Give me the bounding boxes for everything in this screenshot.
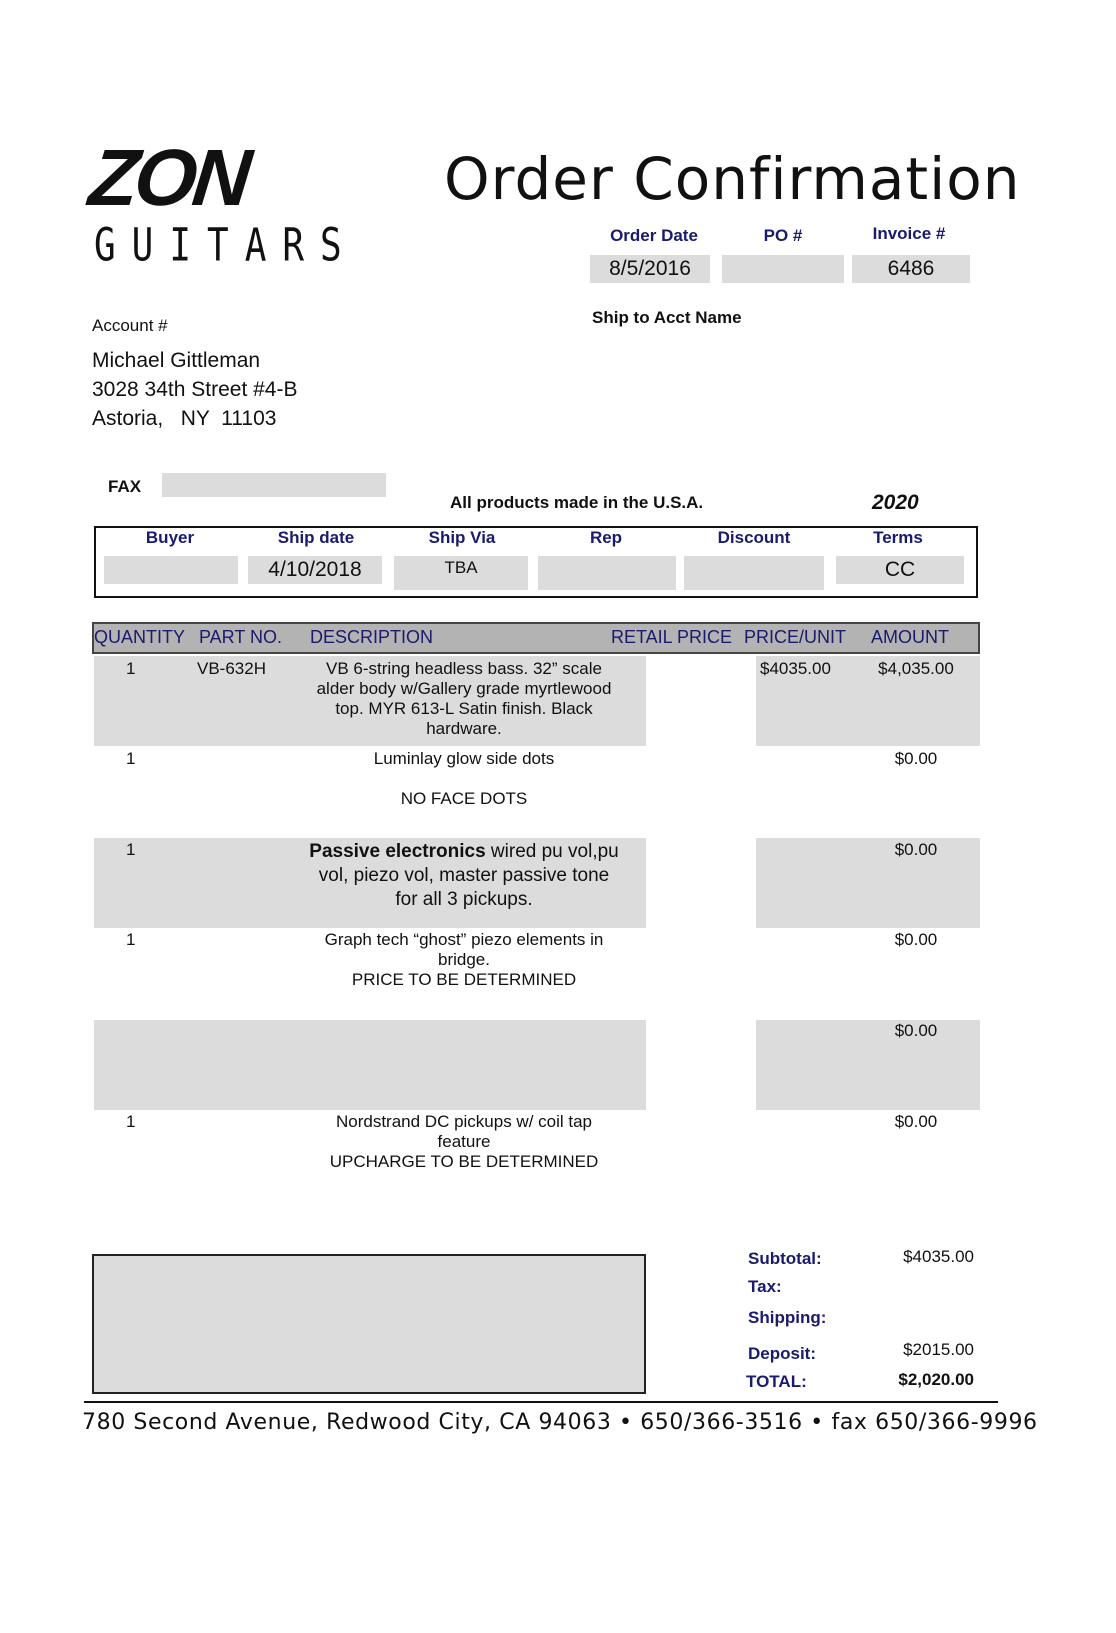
item-1-amount: $4,035.00 [878, 659, 954, 678]
deposit-value: $2015.00 [903, 1340, 974, 1359]
item-6-qty: 1 [126, 1112, 136, 1131]
col-amount: AMOUNT [871, 627, 949, 647]
terms-field[interactable]: CC [836, 556, 964, 584]
item-1-price-unit: $4035.00 [760, 659, 831, 678]
ship-via-field[interactable]: TBA [394, 556, 528, 590]
item-6-desc-line: UPCHARGE TO BE DETERMINED [329, 1152, 599, 1171]
item-1-description [296, 659, 632, 739]
item-5-amount: $0.00 [894, 1021, 938, 1040]
item-2-desc-line [296, 769, 632, 789]
deposit-label: Deposit: [748, 1344, 816, 1363]
subtotal-value: $4035.00 [903, 1247, 974, 1266]
item-2-qty: 1 [126, 749, 136, 768]
usa-note: All products made in the U.S.A. [450, 493, 704, 512]
terms-label: Terms [873, 528, 923, 547]
brand-logo-zon: ZON [85, 133, 252, 222]
item-2-desc-line: NO FACE DOTS [400, 789, 528, 808]
discount-field[interactable] [684, 556, 824, 590]
item-4-desc-line: Graph tech “ghost” piezo elements in [324, 930, 604, 949]
item-3-desc-line: vol, piezo vol, master passive tone [318, 865, 610, 886]
item-3-desc-rest: wired pu vol,pu [485, 841, 619, 862]
item-3-desc-line [290, 840, 638, 864]
brand-logo-guitars: GUITARS [94, 220, 358, 272]
item-3-desc-line: for all 3 pickups. [395, 889, 533, 910]
item-4-amount: $0.00 [894, 930, 938, 949]
item-2-amount: $0.00 [894, 749, 938, 768]
item-1-desc-line: hardware. [426, 719, 502, 738]
item-6-amount: $0.00 [894, 1112, 938, 1131]
subtotal-label: Subtotal: [748, 1249, 822, 1268]
item-1-desc-line: alder body w/Gallery grade myrtlewood [316, 679, 612, 698]
footer-divider [84, 1401, 998, 1403]
item-3-description [290, 840, 638, 912]
rep-field[interactable] [538, 556, 676, 590]
customer-name: Michael Gittleman [92, 349, 261, 372]
item-4-description [296, 930, 632, 990]
discount-label: Discount [717, 528, 791, 547]
ship-via-label: Ship Via [428, 528, 496, 547]
item-1-part-no: VB-632H [197, 659, 266, 678]
total-label: TOTAL: [746, 1372, 807, 1391]
customer-city: Astoria, NY 11103 [92, 407, 277, 430]
ship-to-acct-name-label: Ship to Acct Name [592, 308, 742, 327]
item-6-desc-line: feature [437, 1132, 491, 1151]
col-retail-price: RETAIL PRICE [611, 627, 733, 647]
fax-field[interactable] [162, 473, 386, 497]
col-part-no: PART NO. [199, 627, 283, 647]
item-6-desc-line: Nordstrand DC pickups w/ coil tap [335, 1112, 593, 1131]
rep-label: Rep [589, 528, 623, 547]
page-title: Order Confirmation [444, 145, 1021, 213]
po-field[interactable] [722, 255, 844, 283]
col-price-unit: PRICE/UNIT [744, 627, 847, 647]
year-label: 2020 [872, 491, 919, 514]
item-2-description [296, 749, 632, 809]
company-address: 780 Second Avenue, Redwood City, CA 94063 • 650/366-3516 • fax 650/366-9996 [82, 1410, 1038, 1435]
invoice-label: Invoice # [872, 224, 946, 243]
notes-box[interactable] [92, 1254, 646, 1394]
ship-date-field[interactable]: 4/10/2018 [248, 556, 382, 584]
order-date-field[interactable]: 8/5/2016 [590, 255, 710, 283]
ship-date-label: Ship date [277, 528, 355, 547]
col-description: DESCRIPTION [310, 627, 434, 647]
item-4-desc-line: PRICE TO BE DETERMINED [351, 970, 577, 989]
item-1-qty: 1 [126, 659, 136, 678]
po-label: PO # [763, 226, 803, 245]
col-quantity: QUANTITY [94, 627, 186, 647]
item-3-amount: $0.00 [894, 840, 938, 859]
total-value: $2,020.00 [898, 1370, 974, 1389]
shipping-label: Shipping: [748, 1308, 827, 1327]
fax-label: FAX [108, 477, 142, 496]
item-3-desc-bold: Passive electronics [309, 841, 486, 862]
item-3-qty: 1 [126, 840, 136, 859]
account-number-label: Account # [92, 316, 168, 335]
customer-street: 3028 34th Street #4-B [92, 378, 298, 401]
item-4-desc-line: bridge. [438, 950, 490, 969]
invoice-field[interactable]: 6486 [852, 255, 970, 283]
item-2-desc-line: Luminlay glow side dots [373, 749, 555, 768]
item-1-desc-line: top. MYR 613-L Satin finish. Black [335, 699, 593, 718]
row-5-shade-left [94, 1020, 646, 1110]
tax-label: Tax: [748, 1277, 782, 1296]
buyer-label: Buyer [145, 528, 195, 547]
item-1-desc-line: VB 6-string headless bass. 32” scale [326, 659, 602, 678]
item-4-qty: 1 [126, 930, 136, 949]
buyer-field[interactable] [104, 556, 238, 584]
item-6-description [296, 1112, 632, 1172]
order-date-label: Order Date [610, 226, 698, 245]
